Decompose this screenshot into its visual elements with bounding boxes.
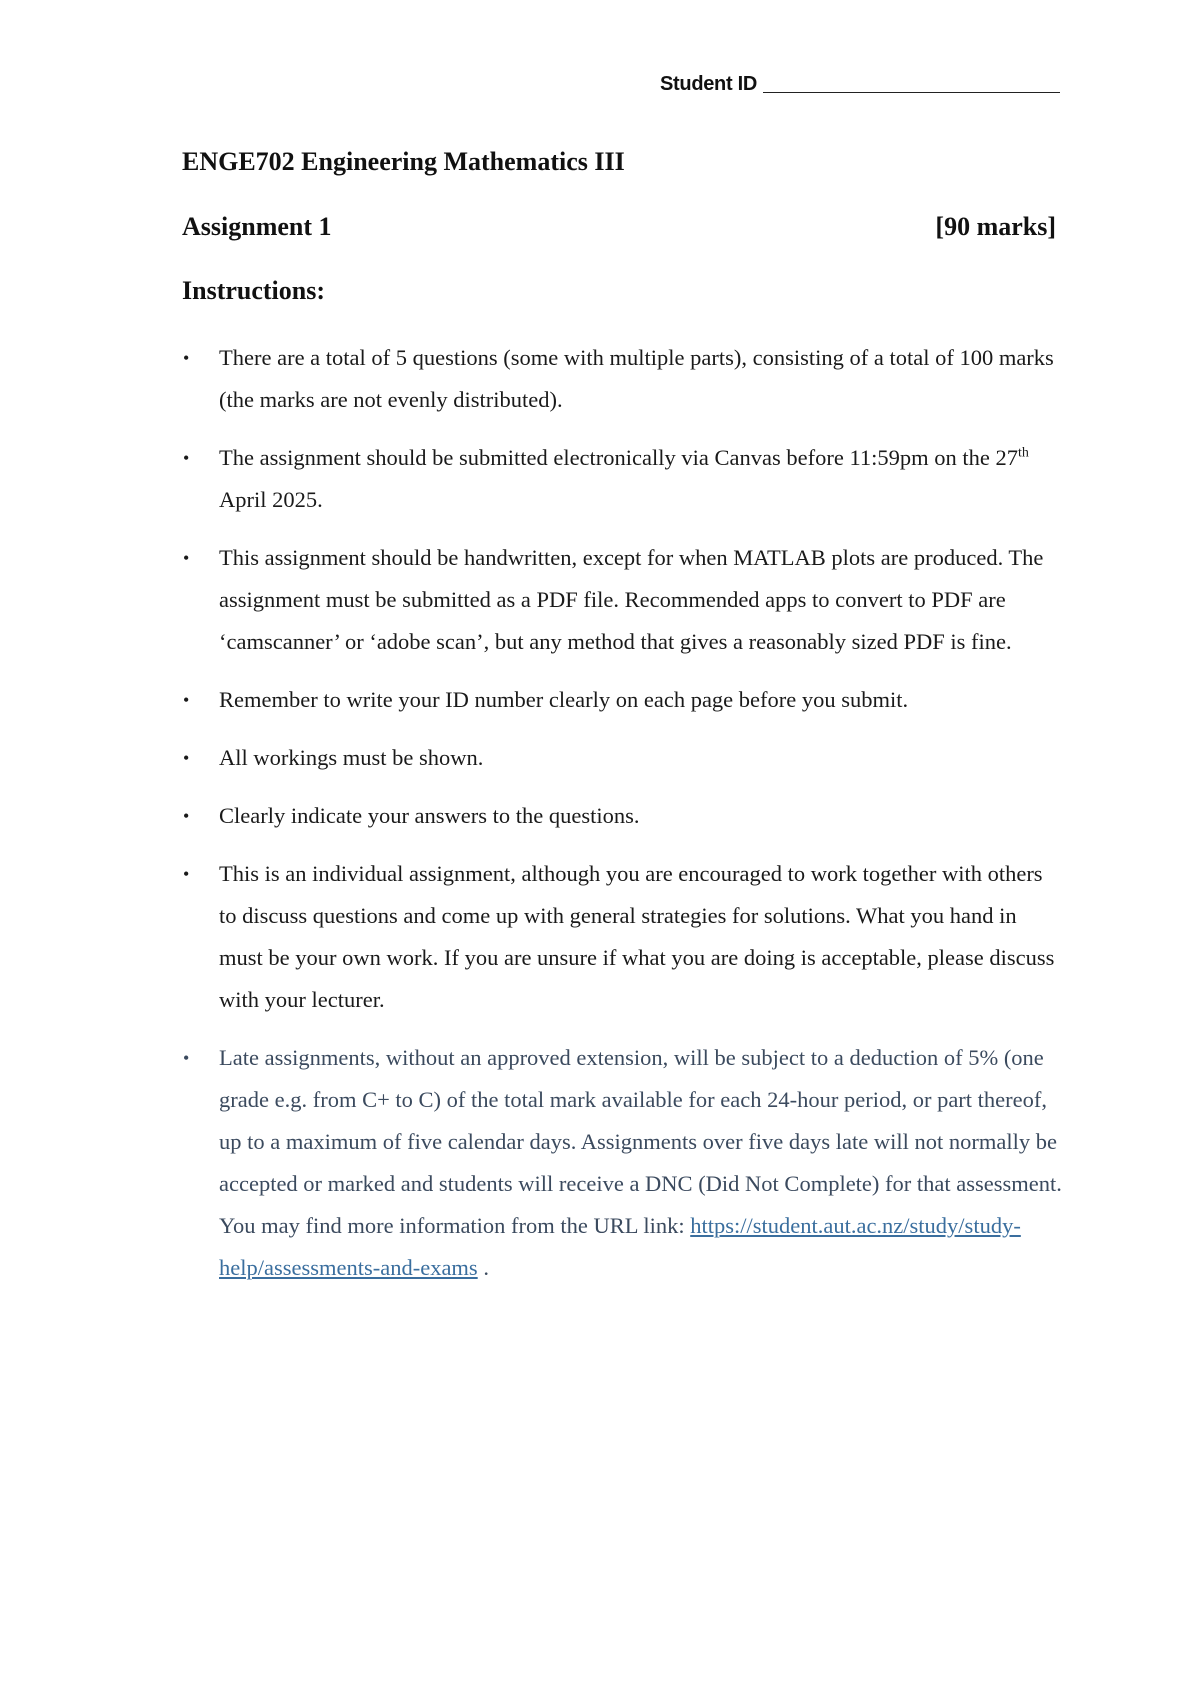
assignment-header bbox=[182, 212, 1056, 242]
list-item bbox=[182, 437, 1062, 521]
instruction-text: There are a total of 5 questions (some with multiple parts), consisting of a total of 100 marks (the marks are not evenly distributed). bbox=[219, 345, 1054, 412]
list-item bbox=[182, 537, 1062, 663]
bullet-icon: • bbox=[183, 1048, 190, 1068]
bullet-icon: • bbox=[183, 548, 190, 568]
assignment-marks: [90 marks] bbox=[935, 212, 1056, 241]
student-id-blank-line bbox=[763, 72, 1060, 93]
bullet-icon: • bbox=[183, 448, 190, 468]
list-item bbox=[182, 679, 1062, 721]
bullet-icon: • bbox=[183, 690, 190, 710]
course-title: ENGE702 Engineering Mathematics III bbox=[182, 147, 625, 176]
list-item bbox=[182, 1037, 1062, 1289]
instruction-text bbox=[219, 445, 1029, 512]
assessments-link[interactable]: https://student.aut.ac.nz/study/study-help/assessments-and-exams bbox=[219, 1213, 1021, 1280]
list-item bbox=[182, 337, 1062, 421]
instruction-text: This assignment should be handwritten, except for when MATLAB plots are produced. The assignment must be submitted as a PDF file. Recommended apps to convert to PDF are ‘camscanner’ or ‘adobe scan’, but any method that gives a reasonably sized PDF is fine. bbox=[219, 545, 1044, 654]
assignment-title: Assignment 1 bbox=[182, 212, 332, 241]
bullet-icon: • bbox=[183, 806, 190, 826]
instruction-text: Remember to write your ID number clearly on each page before you submit. bbox=[219, 687, 909, 712]
late-policy-text: Late assignments, without an approved extension, will be subject to a deduction of 5% (one grade e.g. from C+ to C) of the total mark available for each 24-hour period, or part thereof, up to a maximum of five calendar days. Assignments over five days late will not normally be accepted or marked and students will receive a DNC (Did Not Complete) for that assessment. You may find more information from the URL link: bbox=[219, 1045, 1062, 1238]
student-id-field bbox=[660, 72, 1060, 96]
instruction-text-part: The assignment should be submitted electronically via Canvas before 11:59pm on the 27 bbox=[219, 445, 1018, 470]
list-item bbox=[182, 853, 1062, 1021]
instruction-text: Clearly indicate your answers to the questions. bbox=[219, 803, 640, 828]
instructions-heading: Instructions: bbox=[182, 276, 326, 305]
late-policy-text-end: . bbox=[477, 1255, 489, 1280]
bullet-icon: • bbox=[183, 864, 190, 884]
student-id-label: Student ID bbox=[660, 73, 757, 95]
instruction-text bbox=[219, 1045, 1062, 1280]
list-item bbox=[182, 737, 1062, 779]
instruction-text-part: April 2025. bbox=[219, 487, 323, 512]
date-ordinal-suffix: th bbox=[1017, 445, 1029, 461]
instructions-list bbox=[182, 337, 1062, 1305]
bullet-icon: • bbox=[183, 348, 190, 368]
bullet-icon: • bbox=[183, 748, 190, 768]
instruction-text: All workings must be shown. bbox=[219, 745, 484, 770]
list-item bbox=[182, 795, 1062, 837]
instruction-text: This is an individual assignment, although you are encouraged to work together with others to discuss questions and come up with general strategies for solutions. What you hand in must be your own work. If you are unsure if what you are doing is acceptable, please discuss with your lecturer. bbox=[219, 861, 1055, 1012]
